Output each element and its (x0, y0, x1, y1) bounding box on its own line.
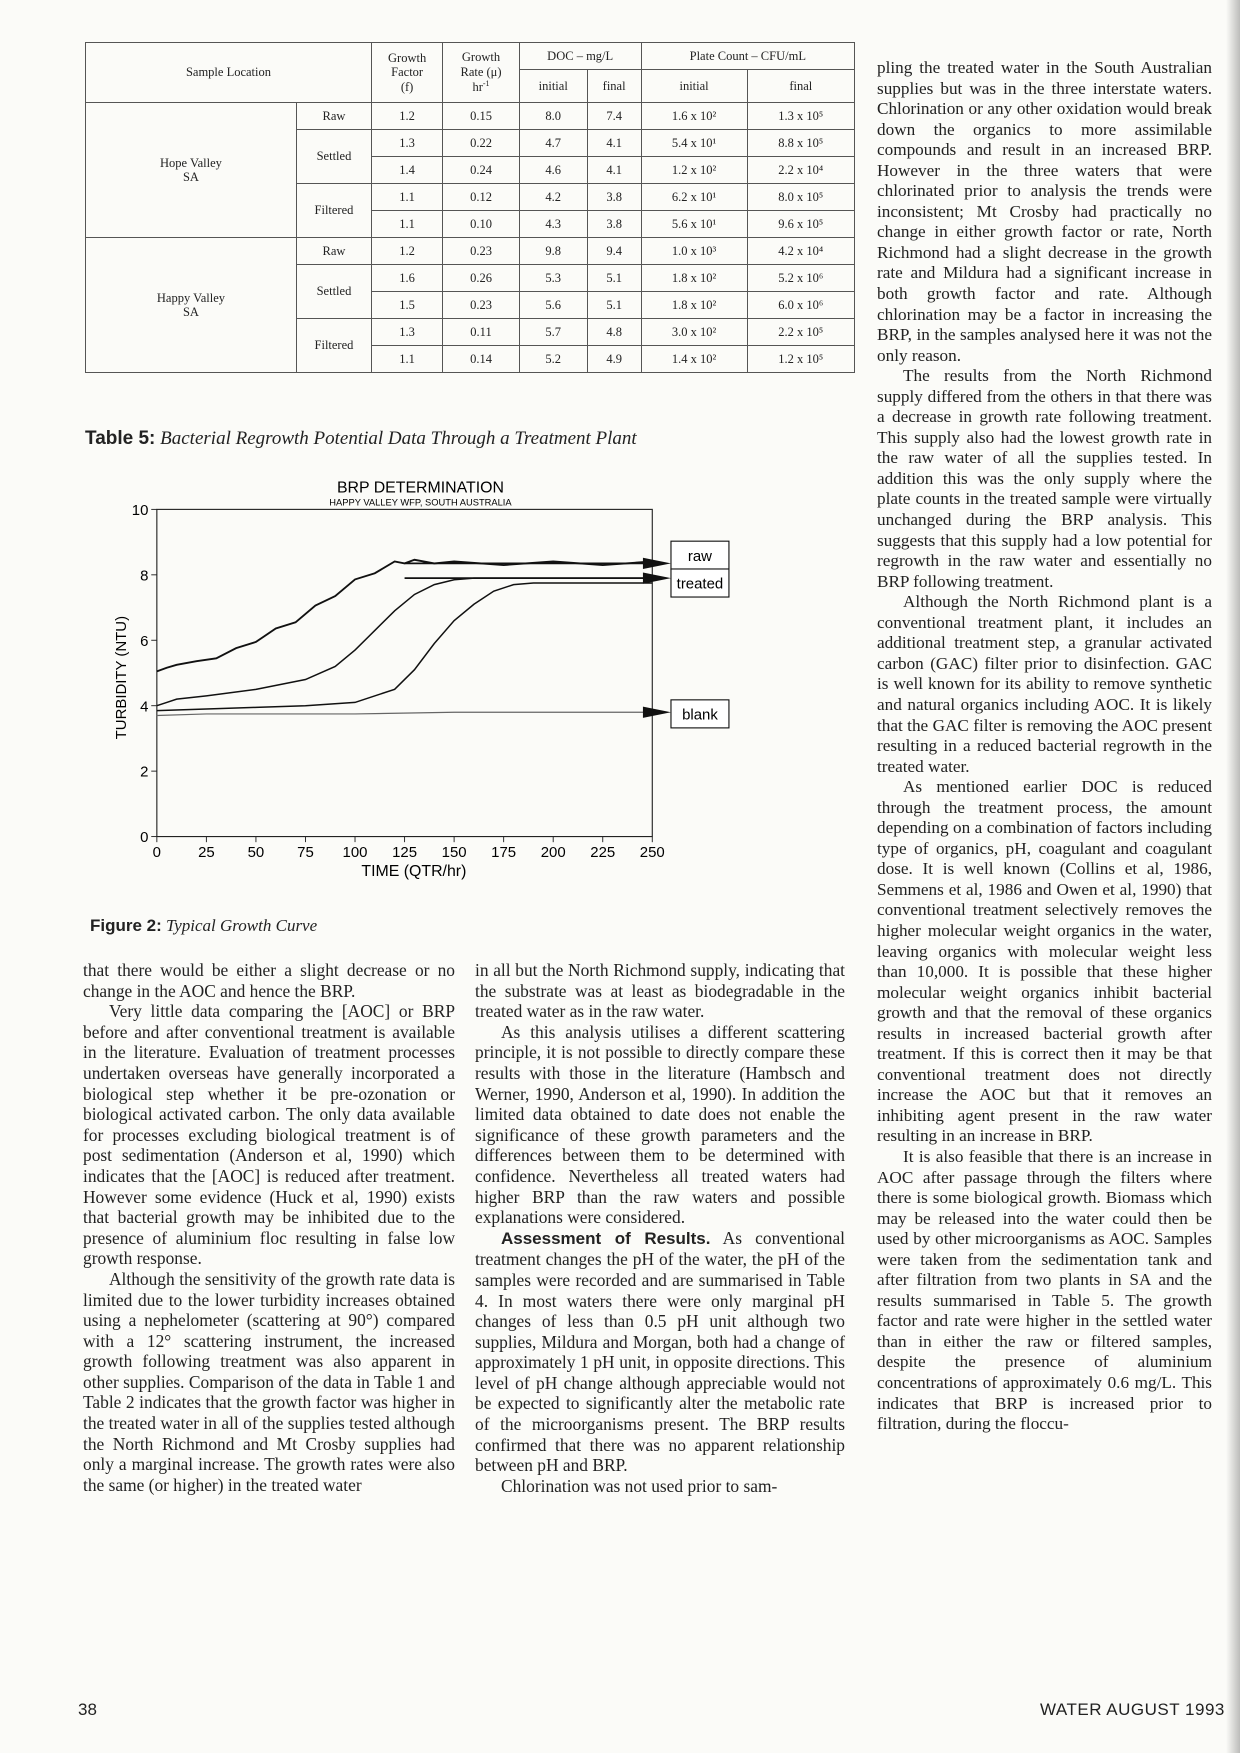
table-cell: 2.2 x 10⁴ (747, 157, 854, 184)
table-caption-text: Bacterial Regrowth Potential Data Through a Treatment Plant (160, 428, 637, 449)
y-tick-label: 4 (140, 698, 149, 716)
y-tick-label: 8 (140, 567, 149, 585)
stage-cell: Settled (296, 265, 371, 319)
table-cell: 4.9 (587, 346, 641, 373)
x-tick-label: 200 (540, 844, 566, 862)
y-tick-label: 2 (140, 763, 149, 781)
table-cell: 8.8 x 10⁵ (747, 130, 854, 157)
stage-cell: Raw (296, 103, 371, 130)
table-caption-label: Table 5: (85, 428, 156, 449)
x-tick-label: 175 (491, 844, 517, 862)
plot-frame (157, 509, 652, 836)
table-cell: 9.6 x 10⁵ (747, 211, 854, 238)
table-cell: 0.12 (443, 184, 520, 211)
table-cell: 1.3 x 10⁵ (747, 103, 854, 130)
table-cell: 1.3 (371, 130, 442, 157)
table-cell: 5.2 (519, 346, 587, 373)
table-cell: 8.0 (519, 103, 587, 130)
stage-cell: Filtered (296, 319, 371, 373)
legend-label: treated (676, 575, 724, 593)
table-cell: 4.6 (519, 157, 587, 184)
series-line (157, 712, 652, 715)
table-cell: 9.8 (519, 238, 587, 265)
table-cell: 6.2 x 10¹ (641, 184, 747, 211)
header-doc: DOC – mg/L (519, 43, 641, 70)
table-cell: 1.3 (371, 319, 442, 346)
table-cell: 0.10 (443, 211, 520, 238)
paragraph: Although the North Richmond plant is a conventional treatment plant, it includes an additional treatment step, a granular activated carbon (GAC) filter prior to disinfection. GAC is well known for its ability to remove synthetic and natural organics including AOC. It is likely that the GAC filter is removing the AOC present resulting in a reduced bacterial regrowth in the treated water. (877, 592, 1212, 776)
table-cell: 1.8 x 10² (641, 292, 747, 319)
table-cell: 0.24 (443, 157, 520, 184)
table-cell: 5.7 (519, 319, 587, 346)
header-initial: initial (519, 70, 587, 103)
x-tick-label: 150 (441, 844, 467, 862)
paragraph: pling the treated water in the South Australian supplies but was in the three interstate waters. Chlorination or any other oxidation would break down the organics to more assimilable compounds and result in an increased BRP. However in the three waters that were chlorinated prior to analysis the trends were inconsistent; Mt Crosby had practically no change in either growth factor or rate, North Richmond had a slight decrease in the growth rate and Mildura had a significant increase in both growth factor and rate. Although chlorination may be a factor in increasing the BRP, in the samples analysed here it was not the only reason. (877, 58, 1212, 365)
paragraph (475, 1228, 845, 1476)
paragraph: Chlorination was not used prior to sam- (501, 1475, 778, 1496)
table-cell: 4.2 (519, 184, 587, 211)
chart-title: BRP DETERMINATION (336, 479, 504, 497)
x-axis-label: TIME (QTR/hr) (361, 862, 467, 880)
table-cell: 5.4 x 10¹ (641, 130, 747, 157)
table-cell: 3.8 (587, 184, 641, 211)
header-initial: initial (641, 70, 747, 103)
header-growth-rate: Growth Rate (μ) $hr^{-1}$ (443, 43, 520, 103)
table-row (86, 103, 855, 130)
paragraph: in all but the North Richmond supply, indicating that the substrate was at least as biodegradable in the treated water as in the raw water. (475, 960, 845, 1022)
x-tick-label: 0 (152, 844, 162, 862)
legend-arrow (643, 707, 671, 718)
y-tick-label: 0 (140, 829, 149, 847)
table-cell: 0.26 (443, 265, 520, 292)
table-cell: 1.6 (371, 265, 442, 292)
page-edge-shadow (1226, 0, 1240, 1753)
chart-subtitle: HAPPY VALLEY WFP, SOUTH AUSTRALIA (329, 497, 512, 508)
table-cell: 0.15 (443, 103, 520, 130)
figure-caption (90, 916, 317, 936)
x-tick-label: 125 (392, 844, 418, 862)
brp-growth-chart (80, 472, 860, 902)
table-cell: 0.11 (443, 319, 520, 346)
table-cell: 3.0 x 10² (641, 319, 747, 346)
x-tick-label: 50 (247, 844, 265, 862)
table-header-row (86, 43, 855, 70)
table-cell: 5.6 (519, 292, 587, 319)
table-cell: 2.2 x 10⁵ (747, 319, 854, 346)
y-axis-label: TURBIDITY (NTU) (113, 615, 131, 740)
paragraph: As this analysis utilises a different scattering principle, it is not possible to directly compare these results with those in the literature (Hambsch and Werner, 1990, Anderson et al, 1990). In addition the limited data obtained to date does not enable the significance of these growth parameters and the differences between them to be determined with confidence. Nevertheless all treated waters had higher BRP than the raw waters and possible explanations were considered. (475, 1021, 845, 1228)
table-cell: 1.0 x 10³ (641, 238, 747, 265)
series-line (157, 578, 652, 706)
x-tick-label: 75 (297, 844, 314, 862)
sample-location-cell: Happy Valley SA (86, 238, 297, 373)
paragraph: It is also feasible that there is an increase in AOC after passage through the filters where there is some biological growth. Biomass which may be released into the water could then be used by other microorganisms as AOC. Samples were taken from the sedimentation tank and after filtration from two plants in SA and the results summarised in Table 5. The growth factor and rate were higher in the settled water than in either the raw or filtered samples, despite the presence of aluminium concentrations of approximately 0.6 mg/L. This indicates that BRP is increased prior to filtration, during the floccu- (877, 1146, 1212, 1434)
table-cell: 4.3 (519, 211, 587, 238)
table-cell: 1.1 (371, 184, 442, 211)
x-tick-label: 225 (590, 844, 616, 862)
sample-location-cell: Hope Valley SA (86, 103, 297, 238)
table-cell: 1.8 x 10² (641, 265, 747, 292)
section-heading: Assessment of Results. (501, 1228, 711, 1248)
body-column-1 (83, 960, 455, 1495)
table-cell: 1.5 (371, 292, 442, 319)
table-cell: 3.8 (587, 211, 641, 238)
header-final: final (747, 70, 854, 103)
table-cell: 4.1 (587, 157, 641, 184)
stage-cell: Filtered (296, 184, 371, 238)
table-cell: 5.6 x 10¹ (641, 211, 747, 238)
stage-cell: Raw (296, 238, 371, 265)
legend-label: raw (687, 547, 712, 565)
table-cell: 4.1 (587, 130, 641, 157)
y-tick-label: 6 (140, 632, 149, 650)
header-sample-location: Sample Location (86, 43, 372, 103)
table-cell: 1.4 x 10² (641, 346, 747, 373)
table-cell: 1.6 x 10² (641, 103, 747, 130)
table-cell: 5.3 (519, 265, 587, 292)
body-column-3 (877, 58, 1212, 1435)
table-cell: 5.1 (587, 265, 641, 292)
table-cell: 0.14 (443, 346, 520, 373)
table-cell: 0.23 (443, 292, 520, 319)
table-cell: 1.2 x 10⁵ (747, 346, 854, 373)
table-cell: 4.7 (519, 130, 587, 157)
figure-caption-text: Typical Growth Curve (166, 916, 318, 935)
figure-caption-label: Figure 2: (90, 916, 162, 935)
table-cell: 1.2 (371, 238, 442, 265)
table-cell: 6.0 x 10⁶ (747, 292, 854, 319)
table-cell: 4.2 x 10⁴ (747, 238, 854, 265)
paragraph: Although the sensitivity of the growth rate data is limited due to the lower turbidity increases obtained using a nephelometer (scattering at 90°) compared with a 12° scattering instrument, the increased growth following treatment was also apparent in other supplies. Comparison of the data in Table 1 and Table 2 indicates that the growth factor was higher in the treated water in all of the supplies tested although the North Richmond and Mt Crosby supplies had only a marginal increase. The growth rates were also the same (or higher) in the treated water (83, 1268, 455, 1495)
table-cell: 8.0 x 10⁵ (747, 184, 854, 211)
x-tick-label: 250 (639, 844, 665, 862)
table-cell: 5.2 x 10⁶ (747, 265, 854, 292)
table-cell: 0.23 (443, 238, 520, 265)
series-line (157, 560, 652, 672)
x-tick-label: 100 (342, 844, 368, 862)
page-number: 38 (78, 1700, 97, 1719)
legend-label: blank (682, 706, 718, 724)
table-cell: 1.4 (371, 157, 442, 184)
table-cell: 7.4 (587, 103, 641, 130)
header-growth-factor: Growth Factor (f) (371, 43, 442, 103)
header-final: final (587, 70, 641, 103)
table-caption (85, 428, 637, 450)
table-cell: 1.1 (371, 211, 442, 238)
table-row (86, 238, 855, 265)
table-cell: 1.1 (371, 346, 442, 373)
paragraph: that there would be either a slight decrease or no change in the AOC and hence the BRP. (83, 960, 455, 1001)
journal-footer: WATER AUGUST 1993 (1040, 1700, 1225, 1719)
table-cell: 5.1 (587, 292, 641, 319)
header-plate-count: Plate Count – CFU/mL (641, 43, 854, 70)
table-cell: 0.22 (443, 130, 520, 157)
y-tick-label: 10 (131, 502, 149, 519)
table-cell: 4.8 (587, 319, 641, 346)
table-cell: 1.2 x 10² (641, 157, 747, 184)
table-cell: 9.4 (587, 238, 641, 265)
body-column-2 (475, 960, 845, 1496)
stage-cell: Settled (296, 130, 371, 184)
paragraph: The results from the North Richmond supply differed from the others in that there was a decrease in growth rate following treatment. This supply also had the lowest growth rate in the raw water of all the supplies tested. In addition this was the only supply where the plate counts in the treated sample were virtually unchanged during the BRP analysis. This suggests that this supply had a low potential for regrowth in the raw water and essentially no BRP following treatment. (877, 366, 1212, 591)
table-cell: 1.2 (371, 103, 442, 130)
brp-data-table (85, 42, 855, 373)
paragraph-text: As conventional treatment changes the pH of the water, the pH of the samples were recorded and are summarised in Table 4. In most waters there were only marginal pH changes of less than 0.5 pH unit although two supplies, Mildura and Morgan, both had a change of approximately 1 pH unit, in opposite directions. This level of pH change although appreciable would not be expected to significantly alter the metabolic rate of the microorganisms present. The BRP results confirmed that there was no apparent relationship between pH and BRP. (475, 1227, 845, 1476)
x-tick-label: 25 (198, 844, 215, 862)
paragraph: As mentioned earlier DOC is reduced through the treatment process, the amount depending on a combination of factors including type of organics, pH, coagulant and coagulant dose. It is well known (Collins et al, 1986, Semmens et al, 1986 and Owen et al, 1990) that conventional treatment selectively removes the higher molecular weight organics in the water, leaving organics with molecular weight less than 10,000. It is possible that these higher molecular weight organics inhibit bacterial growth and that the removal of these organics results in increased bacterial growth after treatment. If this is correct then it may be that conventional treatment does not directly increase the AOC but that it removes an inhibiting agent present in the raw water resulting in an increase in BRP. (877, 777, 1212, 1146)
paragraph: Very little data comparing the [AOC] or BRP before and after conventional treatment is available in the literature. Evaluation of treatment processes undertaken overseas have generally incorporated a biological step whether it be pre-ozonation or biological activated carbon. The only data available for processes excluding biological treatment is of post sedimentation (Anderson et al, 1990) which indicates that the [AOC] is reduced after treatment. However some evidence (Huck et al, 1990) exists that bacterial growth may be inhibited due to the presence of aluminium floc resulting in false low growth response. (83, 1001, 455, 1269)
